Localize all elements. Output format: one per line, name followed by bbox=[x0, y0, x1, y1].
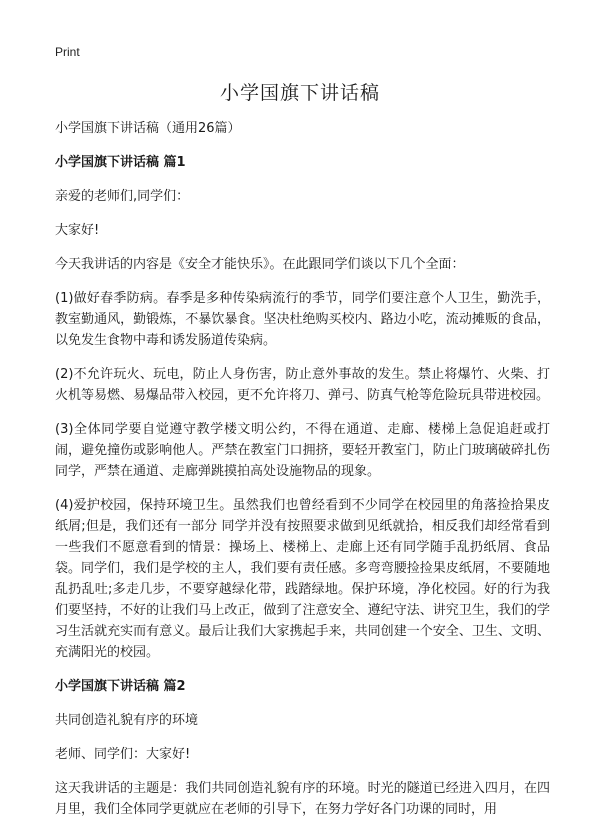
page-title: 小学国旗下讲话稿 bbox=[219, 82, 380, 104]
section-1 bbox=[55, 152, 550, 663]
section-heading: 小学国旗下讲话稿 篇1 bbox=[55, 155, 186, 170]
paragraph: 共同创造礼貌有序的环境 bbox=[55, 713, 199, 728]
paragraph: (3)全体同学要自觉遵守教学楼文明公约，不得在通道、走廊、楼梯上急促追赶或打闹，避免撞伤或影响他人。严禁在教室门口拥挤，要轻开教室门，防止门玻璃破碎扎伤同学，严禁在通道、走廊弹跳摸拍高处设施物品的现象。 bbox=[55, 422, 550, 479]
section-2 bbox=[55, 676, 550, 820]
document-body bbox=[55, 118, 550, 833]
paragraph: 今天我讲话的内容是《安全才能快乐》。在此跟同学们谈以下几个全面： bbox=[55, 257, 465, 272]
document-subtitle: 小学国旗下讲话稿（通用26篇） bbox=[55, 121, 241, 136]
paragraph: (1)做好春季防病。春季是多种传染病流行的季节，同学们要注意个人卫生，勤洗手，教室勤通风，勤锻炼，不暴饮暴食。坚决杜绝购买校内、路边小吃，流动摊贩的食品，以免发生食物中毒和诱发肠道传染病。 bbox=[55, 291, 550, 348]
paragraph: 老师、同学们：大家好! bbox=[55, 747, 191, 762]
paragraph: 亲爱的老师们,同学们： bbox=[55, 189, 190, 204]
paragraph: 大家好! bbox=[55, 223, 100, 238]
print-link[interactable]: Print bbox=[55, 45, 80, 59]
paragraph: 这天我讲话的主题是：我们共同创造礼貌有序的环境。时光的隧道已经进入四月，在四月里，我们全体同学更就应在老师的引导下，在努力学好各门功课的同时，用 bbox=[55, 781, 550, 817]
paragraph: (2)不允许玩火、玩电，防止人身伤害，防止意外事故的发生。禁止将爆竹、火柴、打火机等易燃、易爆品带入校园，更不允许将刀、弹弓、防真气枪等危险玩具带进校园。 bbox=[55, 367, 550, 403]
section-heading: 小学国旗下讲话稿 篇2 bbox=[55, 679, 186, 694]
paragraph: (4)爱护校园，保持环境卫生。虽然我们也曾经看到不少同学在校园里的角落捡拾果皮纸屑;但是，我们还有一部分 同学并没有按照要求做到见纸就拾，相反我们却经常看到一些我们不愿意看到的情景：操场上、楼梯上、走廊上还有同学随手乱扔纸屑、食品袋。同学们，我们是学校的主人，我们要有责任感。多弯弯腰捡捡果皮纸屑，不要随地乱扔乱吐;多走几步，不要穿越绿化带，践踏绿地。保护环境，净化校园。好的行为我们要坚持，不好的让我们马上改正，做到了注意安全、遵纪守法、讲究卫生，我们的学习生活就充实而有意义。最后让我们大家携起手来，共同创建一个安全、卫生、文明、充满阳光的校园。 bbox=[55, 498, 550, 660]
